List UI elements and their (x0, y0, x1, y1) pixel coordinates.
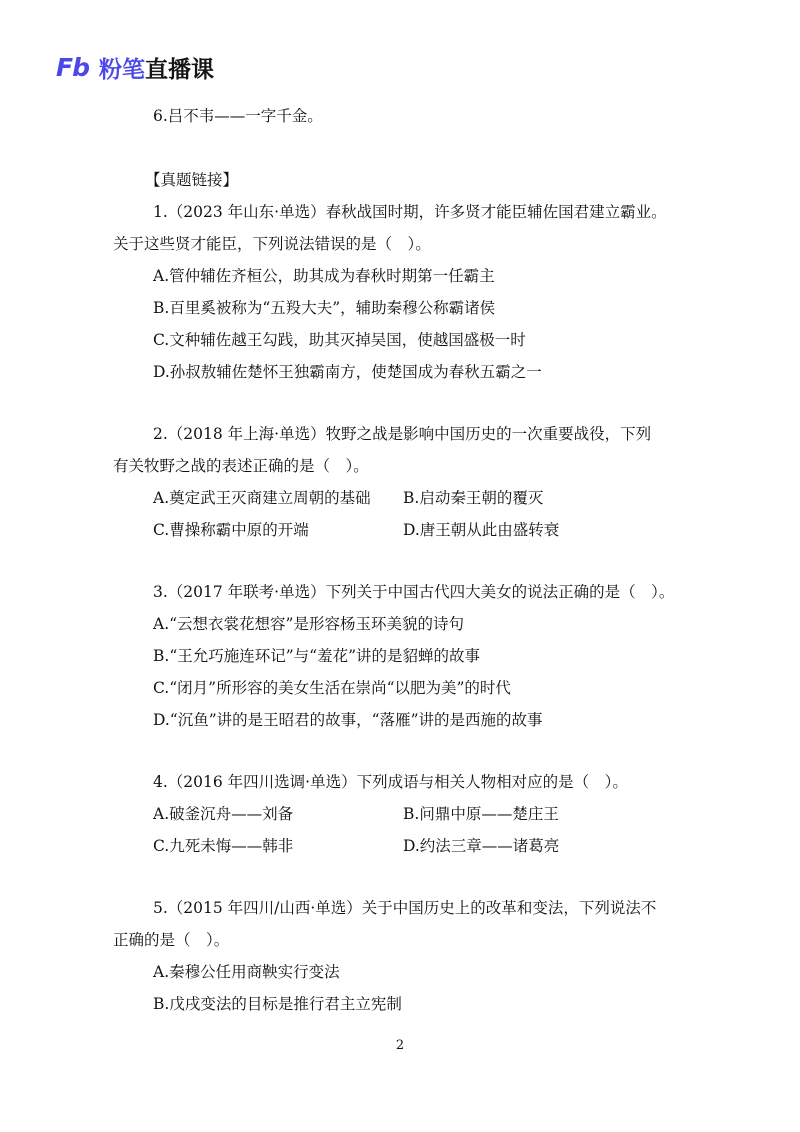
option-d: D.唐王朝从此由盛转衰 (403, 521, 560, 539)
option-a: A.秦穆公任用商鞅实行变法 (153, 963, 340, 981)
option-a: A.管仲辅佐齐桓公，助其成为春秋时期第一任霸主 (153, 267, 495, 285)
option-a: A.“云想衣裳花想容”是形容杨玉环美貌的诗句 (153, 615, 464, 633)
question-stem: 1.（2023 年山东·单选）春秋战国时期，许多贤才能臣辅佐国君建立霸业。 (153, 203, 667, 221)
brand-name-part1: 粉笔 (98, 56, 145, 83)
question-stem-cont: 有关牧野之战的表述正确的是（ ）。 (113, 457, 369, 475)
intro-item: 6.吕不韦——一字千金。 (153, 107, 323, 125)
page-number: 2 (395, 1038, 405, 1053)
brand-name-part2: 直播课 (144, 56, 214, 83)
question-stem-cont: 正确的是（ ）。 (113, 931, 230, 949)
section-title: 【真题链接】 (145, 171, 239, 189)
question-stem: 4.（2016 年四川选调·单选）下列成语与相关人物相对应的是（ ）。 (153, 773, 628, 791)
option-a: A.奠定武王灭商建立周朝的基础 (153, 489, 371, 507)
logo-mark: Fb (56, 52, 89, 82)
question-stem: 2.（2018 年上海·单选）牧野之战是影响中国历史的一次重要战役，下列 (153, 425, 652, 443)
option-c: C.曹操称霸中原的开端 (153, 521, 309, 539)
option-a: A.破釜沉舟——刘备 (153, 805, 294, 823)
option-b: B.百里奚被称为“五羖大夫”，辅助秦穆公称霸诸侯 (153, 299, 496, 317)
question-stem-cont: 关于这些贤才能臣，下列说法错误的是（ ）。 (113, 235, 431, 253)
question-stem: 5.（2015 年四川/山西·单选）关于中国历史上的改革和变法，下列说法不 (153, 899, 657, 917)
option-c: C.九死未悔——韩非 (153, 837, 294, 855)
option-d: D.孙叔敖辅佐楚怀王独霸南方，使楚国成为春秋五霸之一 (153, 363, 542, 381)
brand-name (99, 51, 214, 84)
option-c: C.文种辅佐越王勾践，助其灭掉吴国，使越国盛极一时 (153, 331, 526, 349)
option-b: B.戊戌变法的目标是推行君主立宪制 (153, 995, 402, 1013)
option-d: D.“沉鱼”讲的是王昭君的故事，“落雁”讲的是西施的故事 (153, 711, 543, 729)
option-c: C.“闭月”所形容的美女生活在崇尚“以肥为美”的时代 (153, 679, 511, 697)
option-b: B.“王允巧施连环记”与“羞花”讲的是貂蝉的故事 (153, 647, 481, 665)
brand-logo (56, 50, 214, 84)
option-b: B.问鼎中原——楚庄王 (403, 805, 559, 823)
option-b: B.启动秦王朝的覆灭 (403, 489, 544, 507)
option-d: D.约法三章——诸葛亮 (403, 837, 560, 855)
question-stem: 3.（2017 年联考·单选）下列关于中国古代四大美女的说法正确的是（ ）。 (153, 583, 675, 601)
